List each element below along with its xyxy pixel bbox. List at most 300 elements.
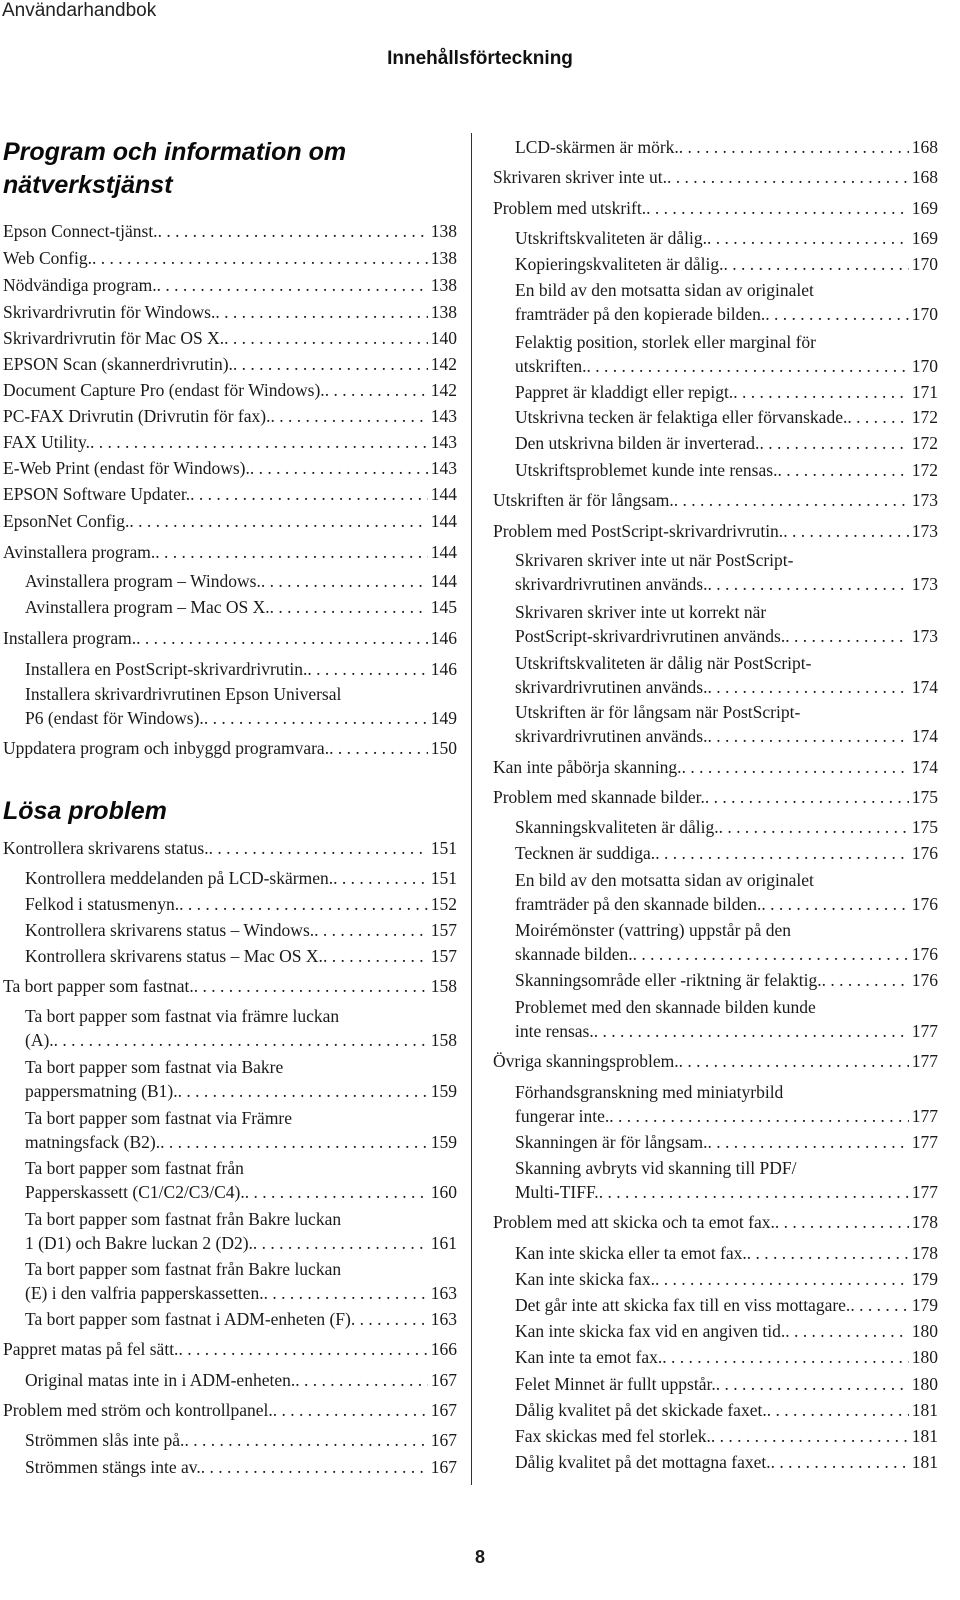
toc-entry[interactable] [25,1231,457,1255]
dot-leader [822,968,909,992]
toc-entry[interactable] [515,892,938,916]
toc-entry-page: 150 [430,738,457,758]
dot-leader [679,1049,909,1073]
dot-leader [716,1372,909,1396]
running-header: Användarhandbok [2,0,157,21]
toc-entry-page: 143 [430,406,457,426]
toc-entry[interactable] [515,1372,938,1396]
dot-leader [655,1267,909,1291]
toc-entry-title-line: Skrivaren skriver inte ut när PostScript- [515,550,794,570]
toc-entry-title: LCD-skärmen är mörk. [515,137,679,157]
toc-entry[interactable] [3,1398,457,1422]
toc-entry-page: 171 [911,382,938,402]
toc-entry[interactable] [515,354,938,378]
dot-leader [178,1337,427,1361]
toc-heading: nätverkstjänst [3,171,173,199]
dot-leader [307,657,427,681]
toc-entry-title: Utskriftsproblemet kunde inte rensas. [515,460,778,480]
toc-entry-title: utskriften. [515,356,587,376]
section-title: Innehållsförteckning [387,48,573,69]
toc-entry[interactable] [25,944,457,968]
toc-entry[interactable] [515,380,938,404]
toc-entry-title: skrivardrivrutinen används. [515,677,708,697]
toc-entry[interactable] [3,836,457,860]
toc-entry-page: 172 [911,407,938,427]
toc-entry-title: Avinstallera program. [3,542,156,562]
dot-leader [633,942,909,966]
toc-entry-title: Dålig kvalitet på det mottagna faxet. [515,1452,771,1472]
toc-entry-title: EpsonNet Config. [3,511,130,531]
dot-leader [783,519,909,543]
dot-leader [194,974,428,998]
toc-entry-page: 166 [430,1339,457,1359]
dot-leader [204,706,428,730]
dot-leader [674,488,909,512]
dot-leader [847,405,908,429]
toc-entry-page: 168 [911,137,938,157]
toc-entry-title-line: Ta bort papper som fastnat från Bakre luckan [25,1259,342,1279]
dot-leader [261,569,428,593]
toc-entry-page: 176 [911,894,938,914]
toc-entry-page: 144 [430,542,457,562]
toc-entry-page: 143 [430,432,457,452]
toc-entry[interactable] [515,624,938,648]
toc-entry[interactable] [515,1180,938,1204]
dot-leader [785,624,909,648]
toc-entry-title: Problem med ström och kontrollpanel. [3,1400,273,1420]
toc-entry-title: Utskriftskvaliteten är dålig. [515,228,707,248]
dot-leader [178,1079,428,1103]
toc-entry-page: 163 [430,1283,457,1303]
dot-leader [707,724,908,748]
toc-entry[interactable] [515,572,938,596]
toc-entry-title: Nödvändiga program. [3,275,157,295]
dot-leader [224,326,428,350]
dot-leader [785,1319,909,1343]
toc-entry-page: 161 [430,1233,457,1253]
toc-entry[interactable] [25,918,457,942]
dot-leader [314,918,428,942]
toc-entry-title: 1 (D1) och Bakre luckan 2 (D2). [25,1233,253,1253]
toc-entry-title-line: Moirémönster (vattring) uppstår på den [515,920,792,940]
toc-entry-page: 157 [430,946,457,966]
toc-entry-page: 175 [911,817,938,837]
toc-entry-title: Felkod i statusmenyn. [25,894,180,914]
toc-entry[interactable] [515,302,938,326]
toc-entry-page: 178 [911,1212,938,1232]
toc-entry-title: framträder på den skannade bilden. [515,894,762,914]
toc-entry-title: Document Capture Pro (endast för Windows). [3,380,325,400]
toc-entry-title: Skanningen är för långsam. [515,1132,708,1152]
toc-entry[interactable] [515,1450,938,1474]
toc-heading: Lösa problem [3,797,167,825]
toc-entry-title: Utskrivna tecken är felaktiga eller förvanskade. [515,407,848,427]
toc-entry[interactable] [515,405,938,429]
toc-entry-title: Skanningsområde eller -riktning är felaktig. [515,970,822,990]
toc-entry-page: 174 [911,677,938,697]
toc-entry-title: Avinstallera program – Windows. [25,571,261,591]
toc-entry-page: 163 [430,1309,457,1329]
toc-entry[interactable] [25,1307,457,1331]
toc-entry[interactable] [515,1267,938,1291]
toc-entry[interactable] [515,226,938,250]
dot-leader [682,755,909,779]
toc-entry[interactable] [3,1337,457,1361]
dot-leader [609,1104,908,1128]
toc-entry-title: Problem med att skicka och ta emot fax. [493,1212,775,1232]
toc-entry-title: P6 (endast för Windows). [25,708,204,728]
toc-entry-page: 168 [911,167,938,187]
dot-leader [771,1450,909,1474]
toc-entry[interactable] [493,785,938,809]
toc-entry-page: 158 [430,976,457,996]
toc-entry-page: 144 [430,511,457,531]
toc-entry[interactable] [515,1293,938,1317]
toc-entry[interactable] [515,724,938,748]
toc-entry-title: Det går inte att skicka fax till en viss mottagare. [515,1295,851,1315]
dot-leader [245,1180,428,1204]
toc-entry-page: 180 [911,1374,938,1394]
toc-entry[interactable] [25,1281,457,1305]
dot-leader [733,380,909,404]
toc-entry[interactable] [515,1424,938,1448]
toc-entry-title: Tecknen är suddiga. [515,843,656,863]
toc-entry[interactable] [515,135,938,159]
toc-entry[interactable] [515,1398,938,1422]
toc-entry-page: 169 [911,228,938,248]
toc-entry-page: 176 [911,944,938,964]
toc-entry-title: (A). [25,1030,54,1050]
dot-leader [723,252,908,276]
toc-entry-title-line: Utskriftskvaliteten är dålig när PostScript- [515,653,812,673]
dot-leader [295,1368,428,1392]
toc-entry-title: PC-FAX Drivrutin (Drivrutin för fax). [3,406,271,426]
toc-entry-title-line: Problemet med den skannade bilden kunde [515,997,816,1017]
toc-entry-title: fungerar inte. [515,1106,610,1126]
toc-entry[interactable] [515,1345,938,1369]
toc-entry-page: 177 [911,1051,938,1071]
dot-leader [270,595,428,619]
toc-entry[interactable] [3,974,457,998]
dot-leader [136,626,428,650]
toc-entry-page: 181 [911,1452,938,1472]
toc-entry[interactable] [3,352,457,376]
toc-heading: Program och information om [3,138,347,166]
toc-entry-page: 179 [911,1295,938,1315]
dot-leader [253,1231,428,1255]
page-number: 8 [474,1547,485,1567]
toc-entry-page: 159 [430,1132,457,1152]
toc-entry-page: 169 [911,198,938,218]
toc-entry-title: Kan inte ta emot fax. [515,1347,663,1367]
toc-entry[interactable] [3,246,457,270]
toc-entry-title: Original matas inte in i ADM-enheten. [25,1370,296,1390]
toc-entry-title: Skrivardrivrutin för Windows. [3,302,216,322]
dot-leader [157,273,428,297]
dot-leader [184,1428,427,1452]
toc-entry-title-line: Skanning avbryts vid skanning till PDF/ [515,1158,797,1178]
toc-entry-page: 145 [430,597,457,617]
toc-entry-page: 138 [430,221,457,241]
toc-entry-title-line: Ta bort papper som fastnat från Bakre luckan [25,1209,342,1229]
toc-entry-page: 159 [430,1081,457,1101]
toc-entry-title: Avinstallera program – Mac OS X. [25,597,270,617]
toc-entry-title-line: Utskriften är för långsam när PostScript- [515,702,801,722]
dot-leader [747,1241,909,1265]
dot-leader [655,841,909,865]
toc-entry-page: 167 [430,1430,457,1450]
dot-leader [667,165,909,189]
toc-entry-page: 175 [911,787,938,807]
toc-entry-title: Kontrollera skrivarens status. [3,838,209,858]
toc-entry-title: Multi-TIFF. [515,1182,599,1202]
toc-entry-title-line: Ta bort papper som fastnat via främre luckan [25,1006,340,1026]
dot-leader [160,1130,428,1154]
toc-entry[interactable] [25,1028,457,1052]
toc-entry-title: pappersmatning (B1). [25,1081,178,1101]
toc-entry-title: skrivardrivrutinen används. [515,726,708,746]
toc-entry[interactable] [515,815,938,839]
toc-entry-title: Skrivardrivrutin för Mac OS X. [3,328,225,348]
toc-entry-page: 143 [430,458,457,478]
toc-entry-page: 138 [430,275,457,295]
toc-entry-title: Utskriften är för långsam. [493,490,674,510]
dot-leader [761,892,908,916]
toc-entry-page: 178 [911,1243,938,1263]
toc-entry-title: Installera program. [3,628,137,648]
toc-entry[interactable] [3,482,457,506]
toc-entry-page: 176 [911,970,938,990]
toc-entry-title: Kan inte skicka eller ta emot fax. [515,1243,747,1263]
toc-entry[interactable] [25,1368,457,1392]
toc-entry-title: EPSON Software Updater. [3,484,191,504]
dot-leader [707,675,908,699]
toc-entry[interactable] [25,595,457,619]
toc-entry-title: Kontrollera meddelanden på LCD-skärmen. [25,868,334,888]
toc-entry[interactable] [25,866,457,890]
toc-entry[interactable] [3,326,457,350]
toc-entry[interactable] [3,456,457,480]
toc-entry-title: Skrivaren skriver inte ut. [493,167,667,187]
toc-entry[interactable] [3,378,457,402]
toc-entry[interactable] [25,569,457,593]
toc-entry-title: Kan inte påbörja skanning. [493,757,682,777]
toc-entry-title: skannade bilden. [515,944,633,964]
toc-entry[interactable] [25,1455,457,1479]
toc-entry-page: 177 [911,1106,938,1126]
toc-entry[interactable] [493,519,938,543]
toc-entry[interactable] [515,1241,938,1265]
toc-entry-title: Ta bort papper som fastnat. [3,976,194,996]
dot-leader [54,1028,428,1052]
toc-entry-title: Kan inte skicka fax. [515,1269,655,1289]
toc-entry-title: Pappret är kladdigt eller repigt. [515,382,734,402]
toc-entry-title: Skanningskvaliteten är dålig. [515,817,719,837]
toc-entry-page: 174 [911,757,938,777]
dot-leader [158,219,428,243]
toc-entry[interactable] [515,968,938,992]
toc-entry[interactable] [25,657,457,681]
toc-entry[interactable] [3,626,457,650]
toc-entry-title: framträder på den kopierade bilden. [515,304,766,324]
toc-entry[interactable] [493,1049,938,1073]
dot-leader [233,352,428,376]
toc-entry-title: FAX Utility. [3,432,91,452]
toc-entry-title: Dålig kvalitet på det skickade faxet. [515,1400,767,1420]
dot-leader [323,944,428,968]
dot-leader [707,1130,908,1154]
toc-entry-page: 142 [430,380,457,400]
dot-leader [759,431,908,455]
toc-entry-page: 138 [430,302,457,322]
toc-entry-title-line: En bild av den motsatta sidan av originalet [515,870,814,890]
toc-entry-page: 179 [911,1269,938,1289]
dot-leader [599,1180,909,1204]
toc-entry-title: Ta bort papper som fastnat i ADM-enheten (F) [25,1309,351,1329]
toc-entry[interactable] [515,1019,938,1043]
toc-entry-title: Strömmen slås inte på. [25,1430,185,1450]
toc-entry-title: Problem med skannade bilder. [493,787,705,807]
dot-leader [155,540,427,564]
toc-entry-page: 140 [430,328,457,348]
toc-entry-page: 173 [911,490,938,510]
dot-leader [92,246,428,270]
toc-entry-title: Installera en PostScript-skrivardrivrutin. [25,659,308,679]
toc-entry-page: 173 [911,521,938,541]
toc-entry[interactable] [3,509,457,533]
toc-entry-title: (E) i den valfria papperskassetten. [25,1283,264,1303]
toc-entry[interactable] [25,1130,457,1154]
toc-entry-title: inte rensas. [515,1021,594,1041]
dot-leader [850,1293,908,1317]
toc-entry-page: 151 [430,868,457,888]
toc-entry[interactable] [515,675,938,699]
toc-entry[interactable] [3,736,457,760]
toc-entry[interactable] [493,755,938,779]
toc-entry-page: 170 [911,304,938,324]
dot-leader [90,430,428,454]
dot-leader [333,866,428,890]
dot-leader [190,482,428,506]
toc-entry-title: Problem med PostScript-skrivardrivrutin. [493,521,784,541]
dot-leader [646,196,909,220]
dot-leader [129,509,427,533]
toc-entry-title: Den utskrivna bilden är inverterad. [515,433,760,453]
toc-entry[interactable] [3,219,457,243]
toc-entry-page: 149 [430,708,457,728]
toc-entry[interactable] [493,196,938,220]
toc-entry[interactable] [515,942,938,966]
toc-entry-title: Felet Minnet är fullt uppstår. [515,1374,716,1394]
toc-entry-page: 173 [911,574,938,594]
toc-entry[interactable] [3,300,457,324]
toc-entry[interactable] [493,165,938,189]
toc-entry-page: 176 [911,843,938,863]
toc-entry-title: PostScript-skrivardrivrutinen används. [515,626,786,646]
toc-entry[interactable] [3,404,457,428]
toc-entry[interactable] [515,1130,938,1154]
dot-leader [719,815,909,839]
toc-entry[interactable] [25,1428,457,1452]
toc-entry-page: 167 [430,1370,457,1390]
dot-leader [775,1210,909,1234]
toc-entry[interactable] [493,488,938,512]
toc-entry-title: Övriga skanningsproblem. [493,1051,679,1071]
toc-entry-page: 174 [911,726,938,746]
toc-entry[interactable] [515,431,938,455]
toc-entry-title: Papperskassett (C1/C2/C3/C4). [25,1182,245,1202]
dot-leader [351,1307,428,1331]
dot-leader [679,135,909,159]
toc-entry-page: 146 [430,628,457,648]
dot-leader [273,1398,428,1422]
toc-entry-page: 177 [911,1182,938,1202]
toc-entry[interactable] [25,706,457,730]
toc-entry-page: 167 [430,1457,457,1477]
toc-entry-title: Strömmen stängs inte av. [25,1457,201,1477]
toc-entry-title-line: Ta bort papper som fastnat från [25,1158,244,1178]
toc-entry[interactable] [25,1079,457,1103]
dot-leader [711,1424,909,1448]
toc-entry-page: 144 [430,571,457,591]
toc-entry-page: 170 [911,254,938,274]
toc-entry-page: 180 [911,1321,938,1341]
toc-entry-title-line: Skrivaren skriver inte ut korrekt när [515,602,767,622]
toc-entry[interactable] [515,841,938,865]
toc-entry[interactable] [493,1210,938,1234]
toc-entry-title: Web Config. [3,248,92,268]
toc-entry-title: Kontrollera skrivarens status – Windows. [25,920,315,940]
toc-entry-title-line: En bild av den motsatta sidan av originalet [515,280,814,300]
dot-leader [707,226,909,250]
toc-entry-title: Problem med utskrift. [493,198,647,218]
toc-entry-page: 172 [911,433,938,453]
dot-leader [270,404,427,428]
toc-entry-page: 180 [911,1347,938,1367]
toc-entry-page: 146 [430,659,457,679]
dot-leader [250,456,428,480]
toc-entry-title-line: Ta bort papper som fastnat via Främre [25,1108,293,1128]
toc-entry-title: skrivardrivrutinen används. [515,574,708,594]
toc-entry[interactable] [25,1180,457,1204]
toc-entry-title: Kopieringskvaliteten är dålig. [515,254,724,274]
toc-entry[interactable] [25,892,457,916]
toc-entry-title: Epson Connect-tjänst. [3,221,158,241]
dot-leader [179,892,428,916]
toc-entry[interactable] [515,1319,938,1343]
column-divider [471,133,472,1485]
dot-leader [777,458,908,482]
toc-entry[interactable] [515,252,938,276]
toc-entry-page: 177 [911,1132,938,1152]
toc-entry[interactable] [3,273,457,297]
toc-entry-title: Fax skickas med fel storlek. [515,1426,711,1446]
toc-entry[interactable] [515,1104,938,1128]
toc-entry-title: Pappret matas på fel sätt. [3,1339,179,1359]
dot-leader [264,1281,428,1305]
toc-entry[interactable] [515,458,938,482]
toc-entry[interactable] [3,430,457,454]
toc-entry-title: EPSON Scan (skannerdrivrutin). [3,354,233,374]
toc-entry-page: 181 [911,1426,938,1446]
toc-entry-page: 151 [430,838,457,858]
toc-entry-title-line: Felaktig position, storlek eller marginal för [515,332,817,352]
toc-entry-title-line: Ta bort papper som fastnat via Bakre [25,1057,284,1077]
toc-entry-page: 172 [911,460,938,480]
toc-entry-title: E-Web Print (endast för Windows). [3,458,250,478]
toc-entry[interactable] [3,540,457,564]
dot-leader [586,354,908,378]
